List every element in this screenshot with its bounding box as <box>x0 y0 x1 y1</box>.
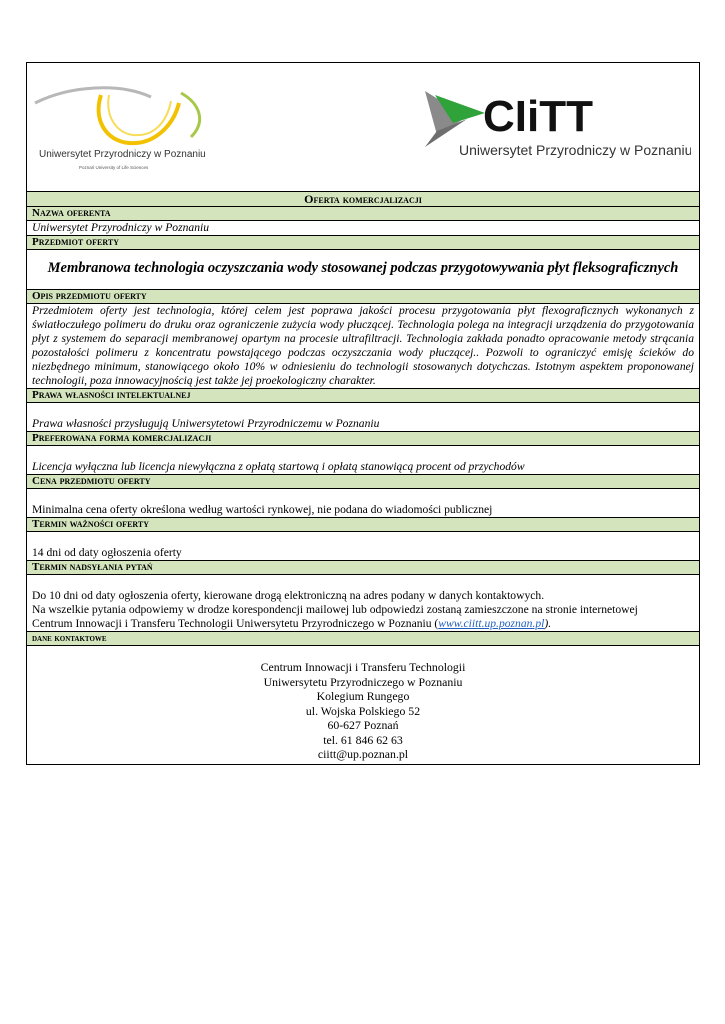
contact-line: Uniwersytetu Przyrodniczego w Poznaniu <box>263 674 463 689</box>
up-poznan-logo <box>31 75 221 185</box>
description-text: Przedmiotem oferty jest technologia, której celem jest poprawa jakości procesu przygotowania płyt flexograficznych wykonanych z światłoczułego polimeru do druku oraz ograniczenie zużycia wody płuczącej. Technologia polega na integracji urządzenia do przygotowania płyt z systemem do separacji membranowej opartym na procesie ultrafiltracji. Technologia zakłada ponadto opracowanie metody strącania pozostałości polimeru z koncentratu powstającego podczas oczyszczania wody płuczącej.. Pozwoli to ograniczyć emisję ścieków do niezbędnego minimum, stanowiącego około 10% w odniesieniu do technologii stosowanych dotychczas. Istotnym aspektem proponowanej technologii, poza innowacyjnością jest także jej proekologiczny charakter. <box>27 304 699 389</box>
logo-header <box>27 63 699 192</box>
ip-value: Prawa własności przysługują Uniwersytetowi Przyrodniczemu w Poznaniu <box>27 403 699 432</box>
svg-text:Uniwersytet Przyrodniczy w Poz: Uniwersytet Przyrodniczy w Poznaniu <box>459 142 691 158</box>
svg-text:CIiTT: CIiTT <box>483 92 593 141</box>
offeror-label: Nazwa oferenta <box>27 207 699 221</box>
commercialization-form-value: Licencja wyłączna lub licencja niewyłączna z opłatą startową i opłatą stanowiącą procent od przychodów <box>27 446 699 475</box>
validity-label: Termin ważności oferty <box>27 518 699 532</box>
price-value: Minimalna cena oferty określona według wartości rynkowej, nie podana do wiadomości publicznej <box>27 489 699 518</box>
questions-line-1: Do 10 dni od daty ogłoszenia oferty, kierowane drogą elektroniczną na adres podany w danych kontaktowych. <box>32 589 545 602</box>
price-label: Cena przedmiotu oferty <box>27 475 699 489</box>
ciitt-logo <box>425 89 691 173</box>
ciitt-website-link[interactable]: www.ciitt.up.poznan.pl <box>438 617 545 630</box>
questions-line-2: Na wszelkie pytania odpowiemy w drodze korespondencji mailowej lub odpowiedzi zostaną zamieszczone na stronie internetowej <box>32 603 638 616</box>
questions-line-3-post: ). <box>544 617 552 630</box>
offeror-value: Uniwersytet Przyrodniczy w Poznaniu <box>27 221 699 236</box>
subject-label: Przedmiot oferty <box>27 236 699 250</box>
validity-value: 14 dni od daty ogłoszenia oferty <box>27 532 699 561</box>
description-label: Opis przedmiotu oferty <box>27 290 699 304</box>
questions-text <box>27 575 699 632</box>
contact-line: 60-627 Poznań <box>327 718 399 732</box>
contact-email[interactable]: ciitt@up.poznan.pl <box>317 747 409 761</box>
questions-line-3-pre: Centrum Innowacji i Transferu Technologii Uniwersytetu Przyrodniczego w Poznaniu ( <box>32 617 439 630</box>
contact-block <box>27 646 699 764</box>
offer-sheet <box>26 62 700 765</box>
questions-line-3 <box>32 617 694 631</box>
offer-heading: Oferta komercjalizacji <box>27 192 699 207</box>
contact-line: ul. Wojska Polskiego 52 <box>305 703 421 718</box>
svg-text:Uniwersytet Przyrodniczy w Poz: Uniwersytet Przyrodniczy w Poznaniu <box>39 149 206 160</box>
commercialization-form-label: Preferowana forma komercjalizacji <box>27 432 699 446</box>
svg-text:Poznań University of Life Scie: Poznań University of Life Sciences <box>79 165 149 170</box>
contact-phone: tel. 61 846 62 63 <box>323 732 403 747</box>
subject-title: Membranowa technologia oczyszczania wody stosowanej podczas przygotowywania płyt fleksograficznych <box>27 250 699 290</box>
contact-line: Centrum Innowacji i Transferu Technologii <box>260 660 466 674</box>
questions-label: Termin nadsyłania pytań <box>27 561 699 575</box>
ip-label: Prawa własności intelektualnej <box>27 389 699 403</box>
contact-label: dane kontaktowe <box>27 632 699 646</box>
contact-line: Kolegium Rungego <box>316 689 410 703</box>
